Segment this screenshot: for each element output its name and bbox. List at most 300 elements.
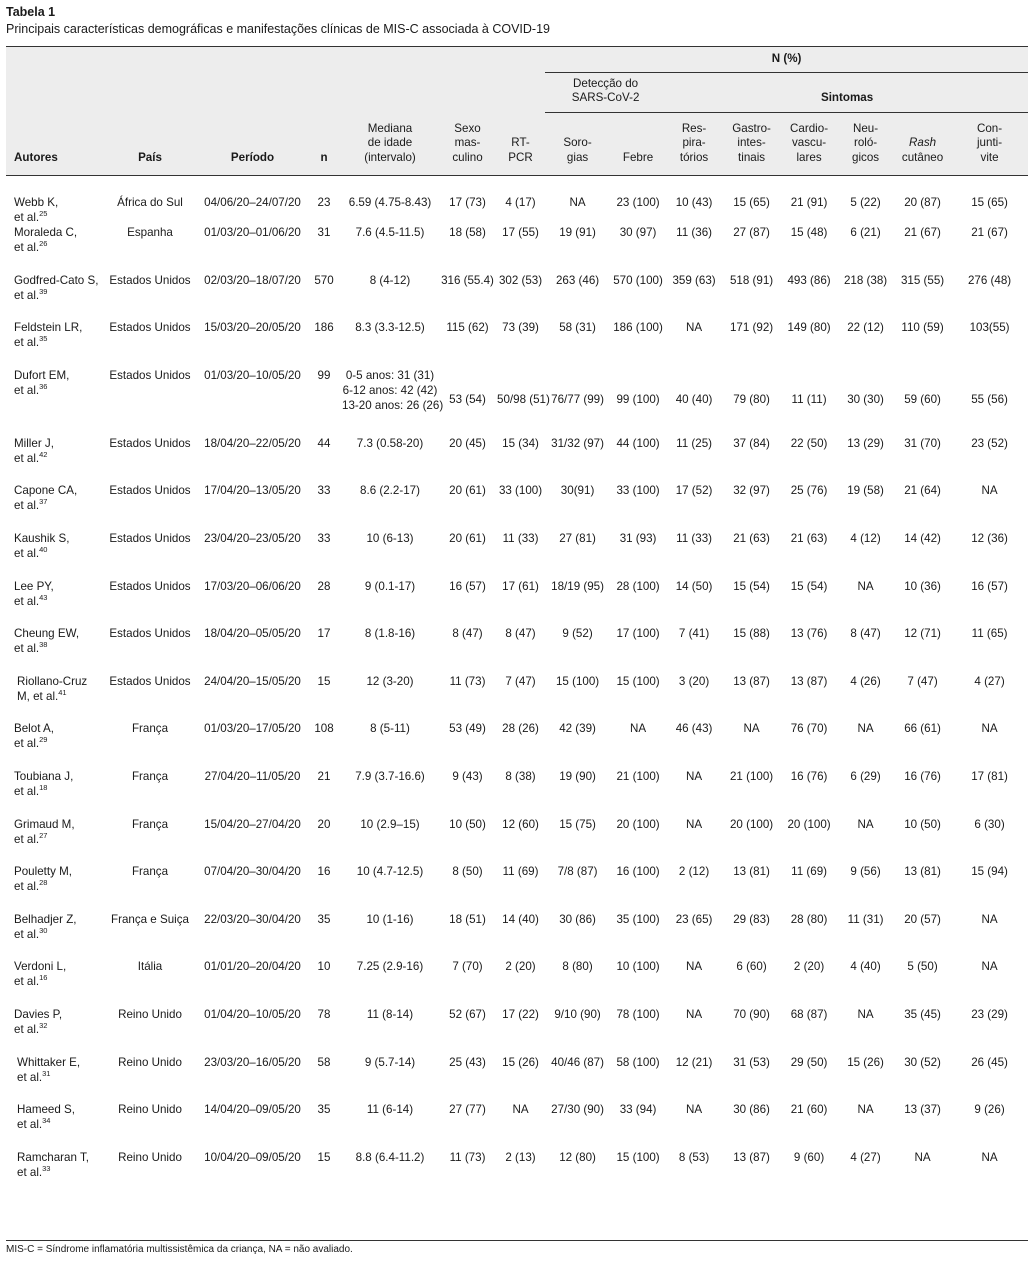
cell-rash: 66 (61) — [904, 722, 941, 736]
cell-author: Pouletty M, et al.$^{28}$ — [14, 865, 72, 894]
cell-resp: 14 (50) — [675, 579, 713, 593]
cell-mediana: 8.3 (3.3-12.5) — [355, 321, 425, 335]
cell-neuro: 6 (21) — [850, 226, 881, 239]
cell-neuro: 218 (38) — [843, 273, 888, 287]
cell-rtpcr: 15 (26) — [502, 1055, 539, 1069]
cell-conj: 11 (65) — [971, 627, 1008, 641]
cell-mediana: 11 (6-14) — [366, 1103, 414, 1117]
col-autores: Autores — [6, 112, 102, 175]
cell-periodo: 18/04/20–22/05/20 — [204, 436, 301, 450]
cell-conj: 23 (29) — [971, 1007, 1008, 1021]
cell-soro: 15 (75) — [559, 817, 596, 831]
cell-cardio: 29 (50) — [790, 1055, 828, 1069]
cell-author: Moraleda C, et al.$^{26}$ — [14, 226, 78, 254]
reference-superscript: 26 — [39, 239, 48, 249]
cell-pais: França — [131, 769, 169, 783]
cell-febre: 58 (100) — [616, 1055, 660, 1069]
cell-author: Toubiana J, et al.$^{18}$ — [14, 769, 74, 798]
cell-febre: 23 (100) — [616, 196, 660, 209]
reference-superscript: 38 — [39, 640, 48, 650]
cell-rtpcr: 17 (61) — [502, 579, 539, 593]
cell-mediana: 8 (1.8-16) — [364, 627, 416, 641]
cell-conj: 103(55) — [969, 321, 1010, 335]
cell-resp: 40 (40) — [675, 392, 713, 406]
cell-soro: 76/77 (99) — [551, 392, 604, 406]
cell-periodo: 01/01/20–20/04/20 — [204, 960, 301, 974]
cell-neuro: 6 (29) — [850, 769, 881, 783]
cell-mediana: 12 (3-20) — [366, 674, 414, 688]
cell-periodo: 18/04/20–05/05/20 — [204, 627, 301, 641]
cell-cardio: 21 (63) — [790, 531, 828, 545]
cell-cardio: 13 (87) — [790, 674, 828, 688]
cell-neuro: 4 (40) — [850, 960, 881, 974]
cell-sexo: 18 (51) — [449, 912, 486, 926]
cell-resp: NA — [686, 1103, 703, 1117]
cell-febre: 17 (100) — [616, 627, 660, 641]
cell-author: Godfred-Cato S, et al.$^{39}$ — [14, 273, 99, 302]
cell-resp: 2 (12) — [678, 865, 710, 879]
cell-rash: 14 (42) — [904, 531, 941, 545]
table-row — [6, 436, 1028, 484]
cell-n: 78 — [317, 1007, 331, 1021]
cell-pais: França — [131, 817, 169, 831]
cell-gastro: 20 (100) — [729, 817, 774, 831]
table-row — [6, 626, 1028, 674]
cell-pais: Reino Unido — [118, 1103, 182, 1117]
cell-neuro: NA — [857, 722, 874, 736]
cell-cardio: 11 (11) — [791, 392, 827, 406]
cell-n: 570 — [314, 273, 334, 287]
cell-rtpcr: 7 (47) — [505, 674, 536, 688]
cell-gastro: 13 (81) — [733, 865, 770, 879]
cell-pais: França — [131, 865, 169, 879]
table-row — [6, 1102, 1028, 1150]
cell-soro: 31/32 (97) — [551, 436, 604, 450]
reference-superscript: 34 — [42, 1116, 51, 1126]
cell-soro: NA — [569, 196, 586, 209]
cell-periodo: 17/03/20–06/06/20 — [204, 579, 301, 593]
cell-rtpcr: 15 (34) — [502, 436, 539, 450]
table-row — [6, 864, 1028, 912]
cell-author: Grimaud M, et al.$^{27}$ — [14, 817, 75, 846]
cell-mediana: 8 (4-12) — [369, 273, 411, 287]
cell-conj: NA — [981, 722, 998, 736]
cell-febre: 78 (100) — [616, 1007, 660, 1021]
cell-soro: 40/46 (87) — [551, 1055, 604, 1069]
cell-conj: 276 (48) — [967, 273, 1012, 287]
cell-gastro: 15 (88) — [733, 627, 770, 641]
table-container — [6, 46, 1028, 1197]
cell-rash: 16 (76) — [904, 769, 941, 783]
cell-cardio: 68 (87) — [790, 1007, 828, 1021]
cell-rtpcr: 14 (40) — [502, 912, 539, 926]
cell-conj: 9 (26) — [974, 1103, 1005, 1117]
reference-superscript: 36 — [39, 381, 48, 391]
cell-pais: Itália — [137, 960, 163, 974]
col-mediana: Mediana de idade (intervalo) — [341, 112, 439, 175]
cell-rtpcr: 8 (47) — [505, 627, 536, 641]
cell-n: 28 — [317, 579, 331, 593]
cell-conj: 6 (30) — [974, 817, 1005, 831]
cell-rtpcr: 50/98 (51) — [497, 392, 550, 406]
cell-soro: 9/10 (90) — [554, 1007, 601, 1021]
reference-superscript: 30 — [39, 925, 48, 935]
cell-author: Belot A, et al.$^{29}$ — [14, 722, 54, 751]
cell-soro: 42 (39) — [559, 722, 596, 736]
cell-pais: Estados Unidos — [109, 627, 191, 641]
cell-mediana: 10 (1-16) — [366, 912, 414, 926]
cell-resp: 11 (33) — [676, 531, 712, 545]
cell-author: Belhadjer Z, et al.$^{30}$ — [14, 912, 77, 941]
reference-superscript: 18 — [39, 783, 48, 793]
cell-febre: 570 (100) — [613, 273, 663, 287]
group-detection-header: Detecção do SARS-CoV-2 — [545, 72, 666, 112]
reference-superscript: 35 — [39, 334, 48, 344]
cell-neuro: 8 (47) — [850, 627, 881, 641]
cell-author: Lee PY, et al.$^{43}$ — [14, 579, 54, 608]
cell-author: Capone CA, et al.$^{37}$ — [14, 484, 78, 513]
cell-periodo: 15/03/20–20/05/20 — [204, 321, 301, 335]
cell-rash: 21 (67) — [904, 226, 941, 239]
table-row — [6, 1055, 1028, 1103]
cell-cardio: 149 (80) — [787, 321, 831, 335]
cell-rash: 13 (37) — [904, 1103, 941, 1117]
cell-neuro: NA — [857, 1103, 874, 1117]
cell-soro: 15 (100) — [555, 674, 600, 688]
cell-gastro: 15 (65) — [733, 196, 770, 209]
cell-n: 35 — [317, 1103, 331, 1117]
cell-neuro: 9 (56) — [850, 865, 881, 879]
cell-rash: 10 (50) — [904, 817, 941, 831]
table-bottom-rule — [6, 1240, 1028, 1241]
cell-soro: 12 (80) — [559, 1150, 596, 1164]
cell-rash: 30 (52) — [904, 1055, 941, 1069]
cell-cardio: 15 (54) — [790, 579, 828, 593]
cell-mediana: 7.25 (2.9-16) — [356, 960, 424, 974]
cell-resp: NA — [686, 1007, 703, 1021]
cell-resp: 46 (43) — [675, 722, 713, 736]
cell-author: Riollano-Cruz M, et al.$^{41}$ — [17, 674, 88, 703]
cell-pais: Estados Unidos — [109, 368, 191, 382]
cell-sexo: 18 (58) — [449, 226, 486, 239]
cell-febre: 15 (100) — [616, 1150, 660, 1164]
cell-conj: 26 (45) — [971, 1055, 1008, 1069]
cell-n: 58 — [317, 1055, 331, 1069]
cell-rash: 12 (71) — [904, 627, 941, 641]
cell-cardio: 15 (48) — [790, 226, 828, 239]
cell-mediana: 11 (8-14) — [366, 1007, 414, 1021]
cell-pais: Estados Unidos — [109, 674, 191, 688]
cell-sexo: 20 (61) — [449, 484, 486, 498]
cell-gastro: 13 (87) — [733, 1150, 770, 1164]
cell-febre: 21 (100) — [616, 769, 660, 783]
cell-mediana: 7.3 (0.58-20) — [356, 436, 424, 450]
reference-superscript: 16 — [39, 973, 48, 983]
cell-periodo: 27/04/20–11/05/20 — [204, 769, 301, 783]
cell-pais: Estados Unidos — [109, 579, 191, 593]
table-top-rule — [6, 46, 1028, 47]
cell-author: Feldstein LR, et al.$^{35}$ — [14, 321, 83, 350]
cell-resp: 11 (25) — [676, 436, 712, 450]
cell-cardio: 21 (60) — [790, 1103, 828, 1117]
cell-febre: 16 (100) — [616, 865, 660, 879]
table-row — [6, 483, 1028, 531]
table-row — [6, 368, 1028, 436]
cell-rtpcr: 2 (20) — [505, 960, 536, 974]
cell-febre: 10 (100) — [616, 960, 660, 974]
cell-pais: Reino Unido — [118, 1150, 182, 1164]
col-conjuntivite: Con- junti- vite — [951, 112, 1028, 175]
cell-febre: 30 (97) — [619, 226, 657, 239]
reference-superscript: 25 — [39, 209, 48, 219]
cell-rtpcr: 2 (13) — [505, 1150, 536, 1164]
cell-conj: NA — [981, 960, 998, 974]
cell-n: 33 — [317, 484, 331, 498]
cell-n: 186 — [314, 321, 334, 335]
cell-gastro: 31 (53) — [733, 1055, 770, 1069]
cell-n: 108 — [314, 722, 334, 736]
cell-rtpcr: NA — [512, 1103, 529, 1117]
cell-periodo: 01/03/20–17/05/20 — [204, 722, 301, 736]
cell-rash: NA — [914, 1150, 931, 1164]
cell-pais: França — [131, 722, 169, 736]
cell-n: 35 — [317, 912, 331, 926]
cell-author: Davies P, et al.$^{32}$ — [14, 1007, 63, 1036]
cell-soro: 9 (52) — [562, 627, 593, 641]
cell-gastro: 518 (91) — [729, 273, 774, 287]
cell-periodo: 07/04/20–30/04/20 — [204, 865, 301, 879]
cell-author: Dufort EM, et al.$^{36}$ — [14, 368, 70, 397]
cell-author: Hameed S, et al.$^{34}$ — [17, 1103, 75, 1132]
col-neuro: Neu- roló- gicos — [837, 112, 894, 175]
cell-sexo: 53 (49) — [449, 722, 486, 736]
cell-neuro: 13 (29) — [847, 436, 884, 450]
table-row — [6, 175, 1028, 225]
col-febre: Febre — [610, 112, 666, 175]
table-row — [6, 959, 1028, 1007]
cell-rash: 110 (59) — [901, 321, 944, 335]
table-row — [6, 769, 1028, 817]
cell-resp: 359 (63) — [672, 273, 716, 287]
cell-author: Whittaker E, et al.$^{31}$ — [17, 1055, 81, 1084]
col-pais: País — [102, 112, 198, 175]
cell-mediana: 8.6 (2.2-17) — [360, 484, 420, 498]
cell-n: 17 — [317, 627, 331, 641]
cell-gastro: 30 (86) — [733, 1103, 770, 1117]
col-sorogias: Soro- gias — [545, 112, 610, 175]
cell-author: Ramcharan T, et al.$^{33}$ — [17, 1150, 89, 1179]
cell-conj: 12 (36) — [971, 531, 1008, 545]
cell-cardio: 22 (50) — [790, 436, 828, 450]
cell-resp: 12 (21) — [675, 1055, 713, 1069]
cell-soro: 18/19 (95) — [551, 579, 604, 593]
cell-rtpcr: 302 (53) — [498, 273, 543, 287]
table-body — [6, 175, 1028, 1197]
cell-cardio: 20 (100) — [787, 817, 831, 831]
cell-febre: 15 (100) — [616, 674, 660, 688]
cell-sexo: 11 (73) — [449, 1150, 486, 1164]
col-respiratorios: Res- pira- tórios — [666, 112, 722, 175]
cell-febre: 44 (100) — [616, 436, 660, 450]
cell-gastro: 32 (97) — [733, 484, 770, 498]
table-row — [6, 225, 1028, 273]
cell-febre: 99 (100) — [616, 392, 660, 406]
cell-pais: Estados Unidos — [109, 321, 191, 335]
col-n: n — [307, 112, 341, 175]
reference-superscript: 31 — [42, 1068, 51, 1078]
cell-resp: 7 (41) — [678, 627, 710, 641]
cell-rtpcr: 4 (17) — [505, 196, 536, 209]
cell-conj: 4 (27) — [974, 674, 1005, 688]
reference-superscript: 37 — [39, 497, 48, 507]
cell-rtpcr: 12 (60) — [502, 817, 539, 831]
cell-sexo: 17 (73) — [449, 196, 486, 209]
cell-mediana: 0-5 anos: 31 (31) 6-12 anos: 42 (42) 13-20 anos: 26 (26) — [342, 368, 444, 412]
cell-soro: 58 (31) — [559, 321, 596, 335]
cell-resp: 11 (36) — [676, 226, 712, 239]
cell-pais: Estados Unidos — [109, 531, 191, 545]
cell-soro: 30 (86) — [559, 912, 596, 926]
cell-neuro: 4 (12) — [850, 531, 881, 545]
cell-periodo: 01/03/20–01/06/20 — [204, 226, 301, 239]
cell-resp: 8 (53) — [678, 1150, 710, 1164]
col-rash: Rash cutâneo — [894, 112, 951, 175]
cell-rash: 20 (57) — [904, 912, 941, 926]
cell-resp: 10 (43) — [675, 196, 713, 209]
cell-rash: 59 (60) — [904, 392, 941, 406]
cell-resp: 3 (20) — [678, 674, 710, 688]
cell-periodo: 10/04/20–09/05/20 — [204, 1150, 301, 1164]
cell-author: Webb K, et al.$^{25}$ — [14, 196, 59, 224]
cell-sexo: 7 (70) — [452, 960, 483, 974]
cell-n: 20 — [317, 817, 331, 831]
table-row — [6, 1150, 1028, 1198]
cell-mediana: 7.9 (3.7-16.6) — [355, 769, 425, 783]
cell-rash: 21 (64) — [904, 484, 941, 498]
cell-mediana: 10 (6-13) — [366, 531, 414, 545]
cell-n: 31 — [317, 226, 331, 239]
cell-mediana: 7.6 (4.5-11.5) — [355, 226, 425, 239]
cell-periodo: 17/04/20–13/05/20 — [204, 484, 301, 498]
cell-author: Miller J, et al.$^{42}$ — [14, 436, 54, 465]
cell-soro: 8 (80) — [562, 960, 593, 974]
cell-soro: 7/8 (87) — [557, 865, 598, 879]
cell-gastro: 37 (84) — [733, 436, 770, 450]
cell-febre: 28 (100) — [616, 579, 660, 593]
cell-gastro: 21 (100) — [729, 769, 774, 783]
cell-mediana: 6.59 (4.75-8.43) — [348, 196, 432, 209]
table-caption — [6, 4, 550, 38]
cell-periodo: 02/03/20–18/07/20 — [204, 273, 301, 287]
cell-gastro: NA — [743, 722, 760, 736]
table-row — [6, 320, 1028, 368]
cell-sexo: 20 (61) — [449, 531, 486, 545]
cell-gastro: 70 (90) — [733, 1007, 770, 1021]
cell-pais: Espanha — [127, 226, 173, 239]
cell-n: 99 — [317, 368, 331, 382]
table-row — [6, 273, 1028, 321]
cell-rash: 7 (47) — [907, 674, 938, 688]
cell-pais: França e Suiça — [111, 912, 189, 926]
cell-neuro: NA — [857, 817, 874, 831]
cell-cardio: 25 (76) — [790, 484, 828, 498]
reference-superscript: 28 — [39, 878, 48, 888]
cell-neuro: NA — [857, 1007, 874, 1021]
group-n-header: N (%) — [545, 46, 1028, 72]
cell-sexo: 52 (67) — [449, 1007, 486, 1021]
cell-mediana: 8 (5-11) — [370, 722, 410, 736]
cell-rtpcr: 17 (22) — [502, 1007, 539, 1021]
table-row — [6, 674, 1028, 722]
cell-sexo: 10 (50) — [449, 817, 486, 831]
reference-superscript: 29 — [39, 735, 48, 745]
table-row — [6, 817, 1028, 865]
cell-neuro: 30 (30) — [847, 392, 884, 406]
cell-soro: 19 (90) — [559, 769, 596, 783]
cell-mediana: 9 (5.7-14) — [364, 1055, 416, 1069]
cell-neuro: 22 (12) — [847, 321, 884, 335]
cell-pais: Reino Unido — [118, 1055, 182, 1069]
cell-gastro: 21 (63) — [733, 531, 770, 545]
cell-n: 15 — [317, 1150, 331, 1164]
cell-cardio: 13 (76) — [790, 627, 828, 641]
data-table — [6, 46, 1028, 1197]
cell-periodo: 15/04/20–27/04/20 — [204, 817, 301, 831]
cell-n: 15 — [317, 674, 331, 688]
cell-febre: 186 (100) — [613, 321, 663, 335]
cell-rtpcr: 17 (55) — [502, 226, 539, 239]
cell-pais: Estados Unidos — [109, 484, 191, 498]
group-symptoms-header: Sintomas — [666, 72, 1028, 112]
cell-conj: 17 (81) — [971, 769, 1008, 783]
col-gastro: Gastro- intes- tinais — [722, 112, 781, 175]
cell-soro: 19 (91) — [559, 226, 596, 239]
cell-periodo: 22/03/20–30/04/20 — [204, 912, 301, 926]
footnote: MIS-C = Síndrome inflamatória multissistêmica da criança, NA = não avaliado. — [6, 1244, 353, 1255]
cell-gastro: 13 (87) — [733, 674, 770, 688]
cell-cardio: 21 (91) — [790, 196, 828, 209]
cell-febre: NA — [630, 722, 647, 736]
cell-febre: 33 (100) — [616, 484, 660, 498]
table-row — [6, 721, 1028, 769]
col-rtpcr: RT- PCR — [496, 112, 545, 175]
cell-pais: Estados Unidos — [109, 436, 191, 450]
col-periodo: Período — [198, 112, 307, 175]
cell-sexo: 8 (50) — [452, 865, 483, 879]
cell-sexo: 11 (73) — [449, 674, 486, 688]
cell-periodo: 24/04/20–15/05/20 — [204, 674, 301, 688]
cell-rtpcr: 11 (69) — [502, 865, 539, 879]
cell-cardio: 16 (76) — [790, 769, 828, 783]
cell-rash: 35 (45) — [904, 1007, 941, 1021]
cell-n: 23 — [317, 196, 331, 209]
table-title: Principais características demográficas e manifestações clínicas de MIS-C associada à COVID-19 — [6, 22, 550, 36]
table-row — [6, 1007, 1028, 1055]
table-head — [6, 46, 1028, 175]
cell-gastro: 29 (83) — [733, 912, 770, 926]
cell-sexo: 8 (47) — [452, 627, 483, 641]
cell-gastro: 15 (54) — [733, 579, 770, 593]
cell-periodo: 04/06/20–24/07/20 — [204, 196, 301, 209]
cell-n: 33 — [317, 531, 331, 545]
cell-soro: 27/30 (90) — [551, 1103, 604, 1117]
cell-mediana: 8.8 (6.4-11.2) — [355, 1150, 425, 1164]
cell-mediana: 10 (4.7-12.5) — [356, 865, 424, 879]
cell-rash: 5 (50) — [907, 960, 938, 974]
cell-neuro: 4 (26) — [850, 674, 881, 688]
reference-superscript: 41 — [58, 687, 67, 697]
cell-author: Cheung EW, et al.$^{38}$ — [14, 627, 80, 656]
